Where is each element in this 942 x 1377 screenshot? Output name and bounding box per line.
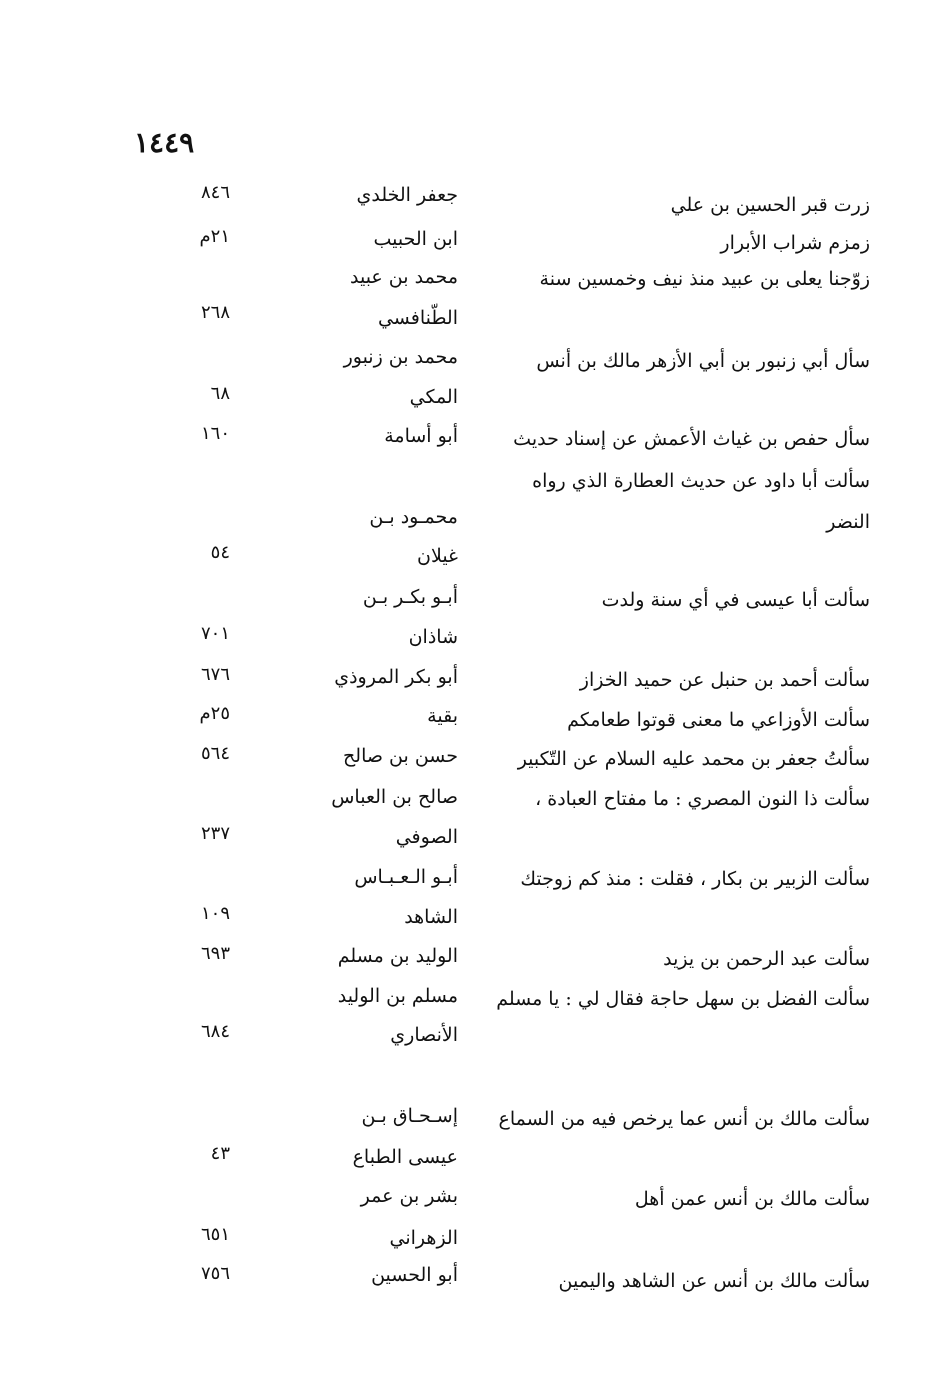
index-phrase: سألت الفضل بن سهل حاجة فقال لي : يا مسلم	[496, 988, 870, 1010]
index-narrator: ابن الحبيب	[373, 228, 458, 250]
index-narrator: صالح بن العباس	[331, 786, 458, 808]
index-phrase: سألت مالك بن أنس عما يرخص فيه من السماع	[498, 1108, 870, 1130]
index-narrator: إسـحـاق بـن	[361, 1105, 458, 1127]
index-narrator: محمد بن عبيد	[349, 266, 458, 288]
index-narrator: بقية	[427, 705, 458, 727]
index-narrator-cont: الصوفي	[395, 826, 458, 848]
page-number: ١٤٤٩	[134, 126, 195, 159]
index-reference: ٦٧٦	[200, 664, 230, 685]
index-reference: ٧٠١	[200, 623, 230, 644]
index-narrator-cont: الزهراني	[389, 1227, 458, 1249]
index-narrator: أبـو بكـر بـن	[362, 586, 458, 608]
index-narrator-cont: الشاهد	[404, 906, 458, 928]
index-reference: ٦٥١	[200, 1224, 230, 1245]
index-narrator-cont: شاذان	[408, 626, 458, 648]
index-phrase: سألت مالك بن أنس عمن أهل	[634, 1188, 870, 1210]
index-narrator-cont: المكي	[409, 386, 458, 408]
index-narrator: بشر بن عمر	[360, 1185, 458, 1207]
index-reference: ٢٦٨	[200, 302, 230, 323]
index-narrator: محمـود بـن	[369, 506, 458, 528]
index-narrator: أبو أسامة	[384, 425, 458, 447]
index-reference: ٨٤٦	[200, 182, 230, 203]
index-reference: ٥٦٤	[200, 743, 230, 764]
index-narrator: الوليد بن مسلم	[337, 945, 458, 967]
index-phrase: سأل حفص بن غياث الأعمش عن إسناد حديث	[513, 428, 870, 450]
index-narrator: محمد بن زنبور	[343, 346, 458, 368]
index-phrase: زرت قبر الحسين بن علي	[670, 194, 870, 216]
index-phrase: سأل أبي زنبور بن أبي الأزهر مالك بن أنس	[536, 350, 870, 372]
index-phrase: سألت الأوزاعي ما معنى قوتوا طعامكم	[567, 709, 870, 731]
index-narrator-cont: غيلان	[417, 545, 458, 567]
index-reference: ٦٨	[210, 383, 230, 404]
index-narrator-cont: الأنصاري	[390, 1024, 458, 1046]
index-narrator-cont: الطّنافسي	[377, 307, 458, 329]
index-reference: ٥٤	[210, 542, 230, 563]
index-reference: ١٦٠	[200, 423, 230, 444]
index-phrase: سألت أبا داود عن حديث العطارة الذي رواه	[532, 470, 870, 492]
index-narrator: أبو بكر المروذي	[334, 666, 458, 688]
index-phrase: زوّجنا يعلى بن عبيد منذ نيف وخمسين سنة	[539, 268, 870, 290]
index-phrase: سألت مالك بن أنس عن الشاهد واليمين	[558, 1270, 870, 1292]
index-phrase: سألت عبد الرحمن بن يزيد	[663, 948, 870, 970]
index-reference: ١٠٩	[200, 903, 230, 924]
index-reference: ٢٣٧	[200, 823, 230, 844]
index-phrase: سألت أحمد بن حنبل عن حميد الخزاز	[579, 669, 870, 691]
index-phrase: سألت ذا النون المصري : ما مفتاح العبادة ،	[535, 788, 870, 810]
index-reference: ٢٥م	[199, 703, 230, 724]
index-phrase: زمزم شراب الأبرار	[720, 232, 870, 254]
index-narrator: أبو الحسين	[371, 1264, 458, 1286]
index-reference: ٧٥٦	[200, 1263, 230, 1284]
index-narrator: حسن بن صالح	[343, 745, 458, 767]
index-phrase: سألت الزبير بن بكار ، فقلت : منذ كم زوجتك	[520, 868, 870, 890]
index-phrase: سألت أبا عيسى في أي سنة ولدت	[601, 589, 870, 611]
index-reference: ٢١م	[199, 226, 230, 247]
index-reference: ٤٣	[210, 1143, 230, 1164]
index-narrator: أبـو الـعـبـاس	[354, 866, 458, 888]
index-narrator-cont: عيسى الطباع	[352, 1146, 458, 1168]
index-narrator: جعفر الخلدي	[356, 184, 458, 206]
index-reference: ٦٨٤	[200, 1021, 230, 1042]
index-reference: ٦٩٣	[200, 943, 230, 964]
index-narrator: مسلم بن الوليد	[337, 985, 458, 1007]
index-phrase: سألتُ جعفر بن محمد عليه السلام عن التّكبير	[517, 748, 870, 770]
index-phrase-cont: النضر	[826, 511, 870, 533]
